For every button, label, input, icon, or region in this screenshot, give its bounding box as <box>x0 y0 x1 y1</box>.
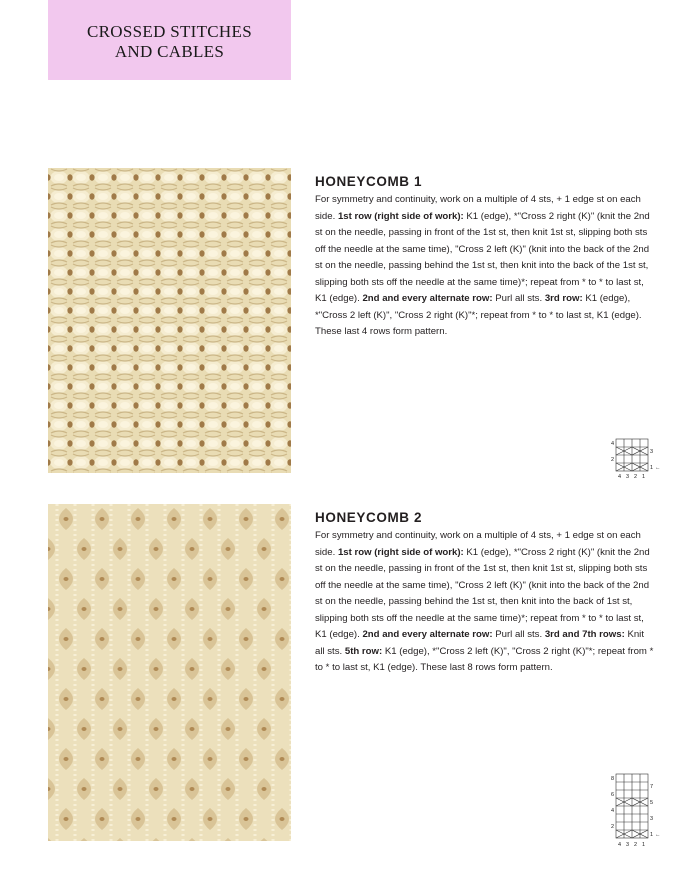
honeycomb-1-title: HONEYCOMB 1 <box>315 174 423 189</box>
chart-2-row-label: 3 <box>650 816 654 822</box>
chart-2-row-label: 2 <box>611 824 615 830</box>
chart-2-row-label: 6 <box>611 792 615 798</box>
honeycomb-2-title: HONEYCOMB 2 <box>315 510 423 525</box>
chart-1-col-label: 3 <box>626 474 630 480</box>
chart-2-row-label: 4 <box>611 808 615 814</box>
knit-swatch-1 <box>48 168 291 473</box>
chart-2-col-label: 4 <box>618 842 622 848</box>
chart-2-col-label: 1 <box>642 842 646 848</box>
chart-1-col-label: 1 <box>642 474 646 480</box>
chart-2-col-label: 2 <box>634 842 638 848</box>
chart-1-row-label: 3 <box>650 449 654 455</box>
honeycomb-2-swatch-image <box>48 504 291 841</box>
chart-1-col-label: 2 <box>634 474 638 480</box>
chart-2-row-label: 7 <box>650 784 654 790</box>
section-header <box>48 0 291 80</box>
honeycomb-1-swatch-image <box>48 168 291 473</box>
honeycomb-1-instructions: For symmetry and continuity, work on a multiple of 4 sts, + 1 edge st on each side. 1st row (right side of work): K1 (edge), *"Cross 2 right (K)" (knit the 2nd st on the needle, passing in front of the 1st st, then knit 1st st, slipping both sts off the needle at the same time), "Cross 2 left (K)" (knit into the back of the 2nd st on the needle, passing behind the 1st st, then knit into the back of the 1st st, slipping both sts off the needle at the same time)*; repeat from * to * to last st, K1 (edge). 2nd and every alternate row: Purl all sts. 3rd row: K1 (edge), *"Cross 2 left (K)", "Cross 2 right (K)"*; repeat from * to * to last st, K1 (edge). These last 4 rows form pattern. <box>315 194 650 337</box>
chart-1-col-label: 4 <box>618 474 622 480</box>
chart-1-start-arrow: ← <box>655 465 661 471</box>
honeycomb-1-chart <box>604 437 664 485</box>
honeycomb-2-chart <box>604 772 664 854</box>
honeycomb-2-instructions: For symmetry and continuity, work on a multiple of 4 sts, + 1 edge st on each side. 1st row (right side of work): K1 (edge), *"Cross 2 right (K)" (knit the 2nd st on the needle, passing in front of the 1st st, then knit 1st st, slipping both sts off the needle at the same time), "Cross 2 left (K)" (knit into the back of the 2nd st on the needle, passing behind the 1st st, then knit into the back of 1st st, slipping both sts off the needle at the same time)*; repeat from * to * to last st, K1 (edge). 2nd and every alternate row: Purl all sts. 3rd and 7th rows: Knit all sts. 5th row: K1 (edge), *"Cross 2 left (K)", "Cross 2 right (K)"*; repeat from * to * to last st, K1 (edge). These last 8 rows form pattern. <box>315 530 654 673</box>
chart-2-col-label: 3 <box>626 842 630 848</box>
section-title: CROSSED STITCHES AND CABLES <box>87 22 252 61</box>
chart-2-row-label: 1 <box>650 832 654 838</box>
knit-swatch-2 <box>48 504 291 841</box>
chart-1-row-label: 1 <box>650 465 654 471</box>
chart-2-start-arrow: ← <box>655 832 661 838</box>
chart-1-row-label: 2 <box>611 457 615 463</box>
chart-2-row-label: 5 <box>650 800 654 806</box>
chart-2-row-label: 8 <box>611 776 615 782</box>
chart-1-row-label: 4 <box>611 441 615 447</box>
